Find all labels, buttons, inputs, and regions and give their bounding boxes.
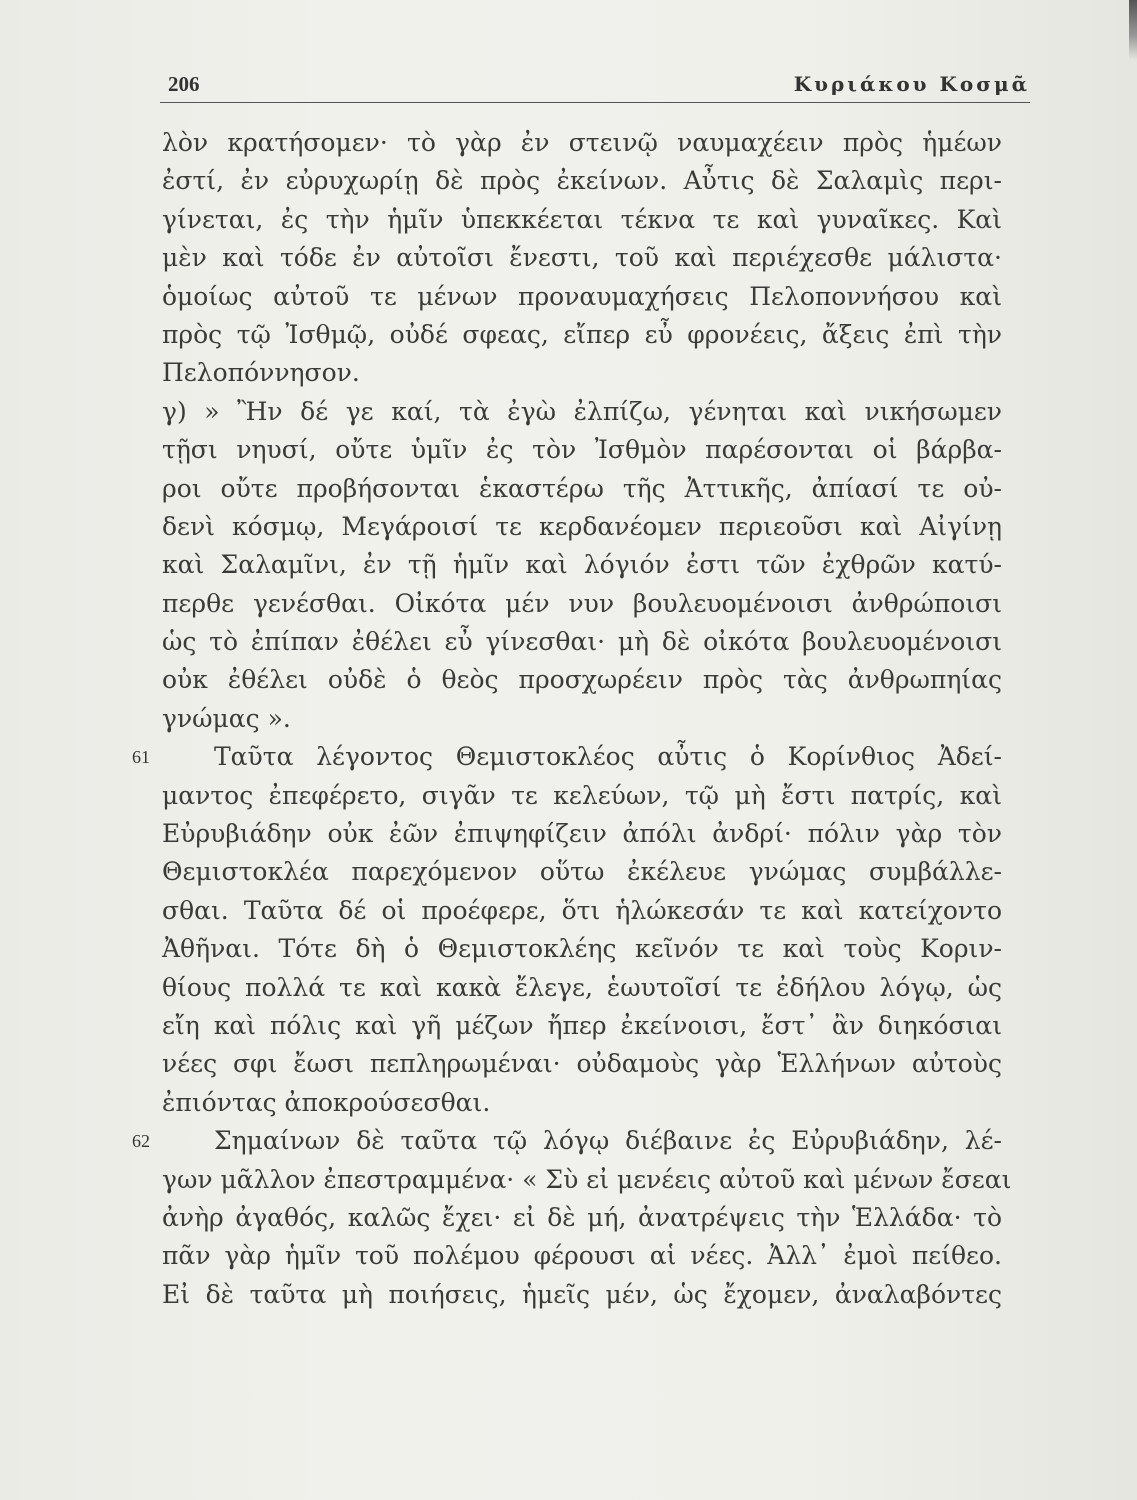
text-line bbox=[162, 239, 1002, 277]
text-line bbox=[162, 661, 1002, 699]
line-text: Ἀθῆναι. Τότε δὴ ὁ Θεμιστοκλέης κεῖνόν τε καὶ τοὺς Κοριν- bbox=[162, 934, 1002, 964]
text-line bbox=[162, 201, 1002, 239]
line-text: περθε γενέσθαι. Οἰκότα μέν νυν βουλευομένοισι ἀνθρώποισι bbox=[162, 588, 1002, 618]
text-line bbox=[162, 1199, 1002, 1237]
page-header bbox=[160, 70, 1030, 103]
text-line bbox=[162, 316, 1002, 354]
line-text: δενὶ κόσμῳ, Μεγάροισί τε κερδανέομεν περιεοῦσι καὶ Αἰγίνῃ bbox=[162, 511, 1002, 541]
text-line bbox=[162, 853, 1002, 891]
line-text: καὶ Σαλαμῖνι, ἐν τῇ ἡμῖν καὶ λόγιόν ἐστι τῶν ἐχθρῶν κατύ- bbox=[162, 550, 1002, 580]
line-text: σθαι. Ταῦτα δέ οἱ προέφερε, ὅτι ἡλώκεσάν τε καὶ κατείχοντο bbox=[162, 895, 1002, 925]
line-text: πᾶν γὰρ ἡμῖν τοῦ πολέμου φέρουσι αἱ νέες. Ἀλλ᾽ ἐμοὶ πείθεο. bbox=[162, 1241, 1002, 1271]
section-number: 62 bbox=[132, 1131, 150, 1152]
text-line bbox=[162, 162, 1002, 200]
text-line bbox=[162, 393, 1002, 431]
text-line bbox=[162, 508, 1002, 546]
text-line bbox=[162, 431, 1002, 469]
line-text: ὡς τὸ ἐπίπαν ἐθέλει εὖ γίνεσθαι· μὴ δὲ οἰκότα βουλευομένοισι bbox=[162, 627, 1002, 657]
line-text: γων μᾶλλον ἐπεστραμμένα· « Σὺ εἰ μενέεις αὐτοῦ καὶ μένων ἔσεαι bbox=[162, 1164, 1012, 1194]
line-text: λὸν κρατήσομεν· τὸ γὰρ ἐν στεινῷ ναυμαχέειν πρὸς ἡμέων bbox=[162, 128, 1002, 157]
text-line bbox=[162, 700, 1002, 738]
line-text: Θεμιστοκλέα παρεχόμενον οὕτω ἐκέλευε γνώμας συμβάλλε- bbox=[162, 857, 1002, 887]
text-line bbox=[132, 738, 1002, 776]
line-text: γνώμας ». bbox=[162, 703, 291, 733]
line-text: νέες σφι ἔωσι πεπληρωμέναι· οὐδαμοὺς γὰρ Ἑλλήνων αὐτοὺς bbox=[162, 1049, 1002, 1079]
line-text: ὁμοίως αὐτοῦ τε μένων προναυμαχήσεις Πελοποννήσου καὶ bbox=[162, 281, 1002, 311]
page-number: 206 bbox=[168, 72, 200, 96]
text-line bbox=[162, 892, 1002, 930]
text-line bbox=[162, 1237, 1002, 1275]
text-line bbox=[162, 623, 1002, 661]
text-line bbox=[162, 1045, 1002, 1083]
line-text: πρὸς τῷ Ἰσθμῷ, οὐδέ σφεας, εἴπερ εὖ φρονέεις, ἄξεις ἐπὶ τὴν bbox=[162, 319, 1002, 349]
line-text: ἀνὴρ ἀγαθός, καλῶς ἔχει· εἰ δὲ μή, ἀνατρέψεις τὴν Ἑλλάδα· τὸ bbox=[162, 1202, 1002, 1232]
text-line bbox=[162, 278, 1002, 316]
line-text: Εὐρυβιάδην οὐκ ἐῶν ἐπιψηφίζειν ἀπόλι ἀνδρί· πόλιν γὰρ τὸν bbox=[162, 819, 1002, 849]
line-text: ἐπιόντας ἀποκρούσεσθαι. bbox=[162, 1087, 491, 1117]
text-line bbox=[162, 969, 1002, 1007]
line-text: Ταῦτα λέγοντος Θεμιστοκλέος αὖτις ὁ Κορίνθιος Ἀδεί- bbox=[214, 742, 1002, 772]
running-head: Κυριάκου Κοσμᾶ bbox=[793, 72, 1030, 96]
text-line bbox=[132, 1122, 1002, 1160]
text-line bbox=[162, 815, 1002, 853]
text-line bbox=[162, 1161, 1012, 1199]
line-text: Σημαίνων δὲ ταῦτα τῷ λόγῳ διέβαινε ἐς Εὐρυβιάδην, λέ- bbox=[214, 1126, 1002, 1156]
line-text: εἴη καὶ πόλις καὶ γῆ μέζων ἤπερ ἐκείνοισι, ἔστ᾽ ἂν διηκόσιαι bbox=[162, 1010, 1002, 1040]
text-line bbox=[162, 124, 1002, 162]
line-text: γίνεται, ἐς τὴν ἡμῖν ὑπεκκέεται τέκνα τε καὶ γυναῖκες. Καὶ bbox=[162, 204, 1002, 234]
line-text: Πελοπόννησον. bbox=[162, 358, 360, 388]
line-text: οὐκ ἐθέλει οὐδὲ ὁ θεὸς προσχωρέειν πρὸς τὰς ἀνθρωπηίας bbox=[162, 665, 1002, 695]
text-line bbox=[162, 930, 1002, 968]
line-text: ἐστί, ἐν εὐρυχωρίῃ δὲ πρὸς ἐκείνων. Αὖτις δὲ Σαλαμὶς περι- bbox=[162, 166, 1002, 196]
line-text: μὲν καὶ τόδε ἐν αὐτοῖσι ἔνεστι, τοῦ καὶ περιέχεσθε μάλιστα· bbox=[162, 243, 1002, 273]
text-line bbox=[162, 1276, 1002, 1314]
text-line bbox=[162, 354, 1002, 392]
text-line bbox=[162, 546, 1002, 584]
text-line bbox=[162, 1084, 1002, 1122]
line-text: γ) » Ἢν δέ γε καί, τὰ ἐγὼ ἐλπίζω, γένηται καὶ νικήσωμεν bbox=[162, 396, 1002, 426]
body-text bbox=[132, 124, 1012, 1314]
line-text: τῇσι νηυσί, οὔτε ὑμῖν ἐς τὸν Ἰσθμὸν παρέσονται οἱ βάρβα- bbox=[162, 435, 1002, 465]
text-line bbox=[162, 470, 1002, 508]
line-text: Εἰ δὲ ταῦτα μὴ ποιήσεις, ἡμεῖς μέν, ὡς ἔχομεν, ἀναλαβόντες bbox=[162, 1279, 1002, 1309]
text-line bbox=[162, 585, 1002, 623]
section-number: 61 bbox=[132, 747, 150, 768]
page-edge-shadow bbox=[1129, 0, 1137, 60]
text-line bbox=[162, 1007, 1002, 1045]
line-text: θίους πολλά τε καὶ κακὰ ἔλεγε, ἑωυτοῖσί τε ἐδήλου λόγῳ, ὡς bbox=[162, 972, 1002, 1002]
text-line bbox=[162, 777, 1002, 815]
line-text: ροι οὔτε προβήσονται ἑκαστέρω τῆς Ἀττικῆς, ἀπίασί τε οὐ- bbox=[162, 473, 1002, 503]
line-text: μαντος ἐπεφέρετο, σιγᾶν τε κελεύων, τῷ μὴ ἔστι πατρίς, καὶ bbox=[162, 780, 1002, 810]
